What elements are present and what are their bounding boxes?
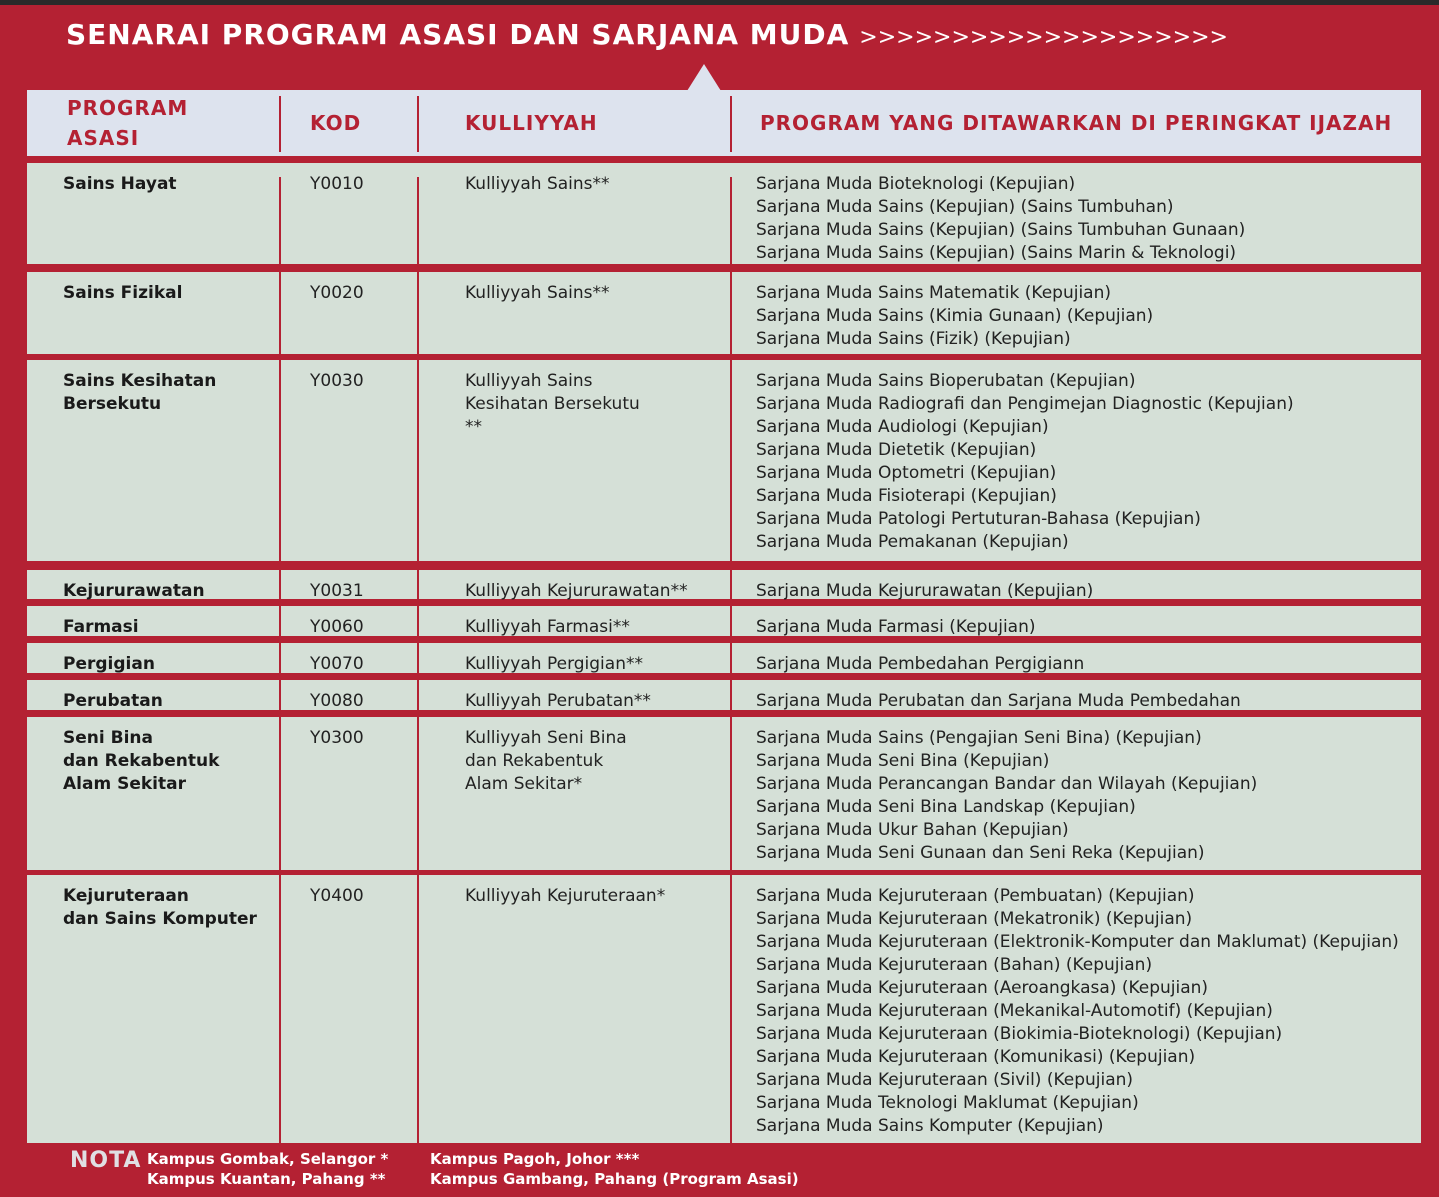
column-divider: [417, 360, 419, 561]
column-divider: [279, 875, 281, 1143]
programs-cell-line: Sarjana Muda Kejuruteraan (Aeroangkasa) (Kepujian): [756, 978, 1209, 998]
header-divider: [279, 96, 281, 152]
programs-cell-line: Sarjana Muda Radiografi dan Pengimejan Diagnostic (Kepujian): [756, 394, 1294, 414]
programs-cell-line: Sarjana Muda Teknologi Maklumat (Kepujian): [756, 1093, 1139, 1113]
programs-cell: [756, 690, 1241, 713]
column-divider: [730, 360, 732, 561]
kulliyyah-cell-line: Kulliyyah Perubatan**: [465, 691, 651, 711]
programs-cell: [756, 616, 1036, 639]
kulliyyah-cell-line: Kesihatan Bersekutu: [465, 394, 640, 414]
kulliyyah-cell: [465, 370, 640, 439]
programs-cell-line: Sarjana Muda Kejuruteraan (Mekanikal-Automotif) (Kepujian): [756, 1001, 1273, 1021]
kod-cell: Y0300: [310, 728, 364, 748]
kulliyyah-cell-line: dan Rekabentuk: [465, 751, 604, 771]
programs-cell: [756, 885, 1399, 1138]
column-divider: [730, 643, 732, 673]
program-asasi-cell-line: Sains Hayat: [63, 174, 177, 194]
kod-cell: Y0080: [310, 691, 364, 711]
column-divider: [730, 875, 732, 1143]
header-program-asasi: [67, 90, 188, 156]
programs-cell-line: Sarjana Muda Sains (Pengajian Seni Bina) (Kepujian): [756, 728, 1202, 748]
kulliyyah-cell-line: Kulliyyah Farmasi**: [465, 617, 630, 637]
programs-cell-line: Sarjana Muda Bioteknologi (Kepujian): [756, 174, 1076, 194]
kulliyyah-cell-line: Kulliyyah Kejuruteraan*: [465, 886, 666, 906]
column-divider: [417, 875, 419, 1143]
column-divider: [417, 606, 419, 636]
header-notch: [687, 64, 721, 91]
nota-left-line: Kampus Gombak, Selangor *: [147, 1150, 389, 1168]
kulliyyah-cell-line: Alam Sekitar*: [465, 774, 583, 794]
programs-cell-line: Sarjana Muda Seni Bina Landskap (Kepujian): [756, 797, 1136, 817]
kulliyyah-cell-line: Kulliyyah Kejururawatan**: [465, 581, 688, 601]
programs-cell: [756, 580, 1093, 603]
table-row: [27, 570, 1421, 599]
kulliyyah-cell: [465, 653, 643, 676]
program-asasi-cell-line: Bersekutu: [63, 394, 162, 414]
program-asasi-cell-line: Kejururawatan: [63, 581, 205, 601]
header-kod: KOD: [310, 111, 362, 135]
programs-cell-line: Sarjana Muda Sains (Kepujian) (Sains Marin & Teknologi): [756, 243, 1237, 263]
nota-left-line: Kampus Kuantan, Pahang **: [147, 1170, 386, 1188]
programs-cell-line: Sarjana Muda Ukur Bahan (Kepujian): [756, 820, 1069, 840]
table-row: [27, 163, 1421, 264]
program-asasi-cell: [63, 370, 216, 416]
programs-cell-line: Sarjana Muda Seni Bina (Kepujian): [756, 751, 1050, 771]
column-divider: [279, 643, 281, 673]
kulliyyah-cell: [465, 727, 627, 796]
programs-cell-line: Sarjana Muda Kejuruteraan (Pembuatan) (Kepujian): [756, 886, 1195, 906]
kulliyyah-cell: [465, 580, 688, 603]
kod-cell: Y0400: [310, 886, 364, 906]
column-divider: [417, 680, 419, 710]
column-divider: [730, 272, 732, 354]
column-divider: [730, 606, 732, 636]
program-asasi-cell-line: Sains Fizikal: [63, 283, 183, 303]
kod-cell: Y0031: [310, 581, 364, 601]
program-asasi-cell-line: Kejuruteraan: [63, 886, 189, 906]
programs-cell: [756, 173, 1245, 265]
kulliyyah-cell: [465, 690, 651, 713]
kulliyyah-cell: [465, 885, 665, 908]
column-divider: [417, 570, 419, 599]
column-divider: [279, 272, 281, 354]
page-title: [66, 18, 1228, 51]
programs-cell-line: Sarjana Muda Kejuruteraan (Sivil) (Kepujian): [756, 1070, 1134, 1090]
program-asasi-cell: [63, 580, 205, 603]
kulliyyah-cell-line: Kulliyyah Seni Bina: [465, 728, 627, 748]
programs-cell-line: Sarjana Muda Kejuruteraan (Komunikasi) (Kepujian): [756, 1047, 1196, 1067]
column-divider: [279, 360, 281, 561]
programs-cell-line: Sarjana Muda Sains (Kepujian) (Sains Tumbuhan): [756, 197, 1174, 217]
kulliyyah-cell: [465, 616, 630, 639]
column-divider: [279, 717, 281, 870]
programs-cell-line: Sarjana Muda Sains Bioperubatan (Kepujian): [756, 371, 1136, 391]
top-bar: [0, 0, 1439, 5]
programs-cell-line: Sarjana Muda Kejuruteraan (Mekatronik) (Kepujian): [756, 909, 1193, 929]
programs-cell-line: Sarjana Muda Kejururawatan (Kepujian): [756, 581, 1094, 601]
column-divider: [279, 606, 281, 636]
programs-cell-line: Sarjana Muda Optometri (Kepujian): [756, 463, 1057, 483]
column-divider: [730, 680, 732, 710]
header-divider: [730, 96, 732, 152]
programs-cell: [756, 727, 1257, 865]
table-header: [27, 90, 1421, 156]
table-row: [27, 643, 1421, 673]
column-divider: [417, 272, 419, 354]
kulliyyah-cell-line: Kulliyyah Sains: [465, 371, 593, 391]
header-program-line: PROGRAM: [67, 96, 189, 120]
program-asasi-cell-line: Alam Sekitar: [63, 774, 186, 794]
programs-cell-line: Sarjana Muda Kejuruteraan (Biokimia-Bioteknologi) (Kepujian): [756, 1024, 1283, 1044]
programs-cell-line: Sarjana Muda Sains Matematik (Kepujian): [756, 283, 1112, 303]
kod-cell: Y0070: [310, 654, 364, 674]
title-text: SENARAI PROGRAM ASASI DAN SARJANA MUDA: [66, 18, 850, 51]
kulliyyah-cell: [465, 173, 610, 196]
programs-cell-line: Sarjana Muda Perancangan Bandar dan Wilayah (Kepujian): [756, 774, 1258, 794]
nota-right: [430, 1149, 799, 1189]
programs-cell-line: Sarjana Muda Fisioterapi (Kepujian): [756, 486, 1057, 506]
kod-cell: Y0010: [310, 174, 364, 194]
kod-cell: Y0060: [310, 617, 364, 637]
kod-cell: Y0030: [310, 371, 364, 391]
kulliyyah-cell: [465, 282, 610, 305]
kulliyyah-cell-line: **: [465, 417, 482, 437]
table-row: [27, 360, 1421, 561]
column-divider: [730, 177, 732, 264]
table-row: [27, 875, 1421, 1143]
column-divider: [417, 177, 419, 264]
column-divider: [417, 643, 419, 673]
programs-cell-line: Sarjana Muda Audiologi (Kepujian): [756, 417, 1049, 437]
programs-cell-line: Sarjana Muda Sains Komputer (Kepujian): [756, 1116, 1104, 1136]
kod-cell: Y0020: [310, 283, 364, 303]
column-divider: [279, 680, 281, 710]
programs-cell-line: Sarjana Muda Farmasi (Kepujian): [756, 617, 1036, 637]
column-divider: [279, 177, 281, 264]
kulliyyah-cell-line: Kulliyyah Sains**: [465, 283, 610, 303]
programs-cell-line: Sarjana Muda Seni Gunaan dan Seni Reka (Kepujian): [756, 843, 1205, 863]
header-divider: [417, 96, 419, 152]
program-asasi-cell-line: Perubatan: [63, 691, 163, 711]
nota-right-line: Kampus Pagoh, Johor ***: [430, 1150, 640, 1168]
nota-label: NOTA: [70, 1148, 142, 1173]
programs-cell: [756, 370, 1294, 554]
programs-cell: [756, 282, 1153, 351]
program-asasi-cell: [63, 885, 257, 931]
table-row: [27, 680, 1421, 710]
programs-cell-line: Sarjana Muda Patologi Pertuturan-Bahasa (Kepujian): [756, 509, 1201, 529]
column-divider: [279, 570, 281, 599]
table-row: [27, 606, 1421, 636]
column-divider: [730, 717, 732, 870]
programs-cell-line: Sarjana Muda Pembedahan Pergigiann: [756, 654, 1085, 674]
program-asasi-cell: [63, 690, 163, 713]
program-asasi-cell: [63, 173, 177, 196]
nota-left: [147, 1149, 388, 1189]
program-asasi-cell-line: dan Rekabentuk: [63, 751, 220, 771]
column-divider: [417, 717, 419, 870]
programs-cell-line: Sarjana Muda Kejuruteraan (Bahan) (Kepujian): [756, 955, 1153, 975]
program-asasi-cell-line: Sains Kesihatan: [63, 371, 217, 391]
program-asasi-cell-line: Pergigian: [63, 654, 155, 674]
table-row: [27, 272, 1421, 354]
nota-right-line: Kampus Gambang, Pahang (Program Asasi): [430, 1170, 799, 1188]
program-asasi-cell-line: Farmasi: [63, 617, 139, 637]
programs-cell-line: Sarjana Muda Pemakanan (Kepujian): [756, 532, 1069, 552]
programs-cell-line: Sarjana Muda Kejuruteraan (Elektronik-Komputer dan Maklumat) (Kepujian): [756, 932, 1399, 952]
program-asasi-cell: [63, 653, 155, 676]
table-row: [27, 717, 1421, 870]
header-asasi-line: ASASI: [67, 126, 140, 150]
title-arrows: >>>>>>>>>>>>>>>>>>>>: [859, 25, 1228, 50]
header-program-ditawarkan: PROGRAM YANG DITAWARKAN DI PERINGKAT IJAZAH: [760, 111, 1393, 135]
header-kulliyyah: KULLIYYAH: [465, 111, 598, 135]
programs-cell-line: Sarjana Muda Perubatan dan Sarjana Muda Pembedahan: [756, 691, 1241, 711]
program-asasi-cell: [63, 616, 139, 639]
program-asasi-cell: [63, 282, 182, 305]
programs-cell: [756, 653, 1084, 676]
kulliyyah-cell-line: Kulliyyah Pergigian**: [465, 654, 643, 674]
programs-cell-line: Sarjana Muda Sains (Fizik) (Kepujian): [756, 329, 1071, 349]
programs-cell-line: Sarjana Muda Dietetik (Kepujian): [756, 440, 1037, 460]
programs-cell-line: Sarjana Muda Sains (Kimia Gunaan) (Kepujian): [756, 306, 1154, 326]
program-asasi-cell-line: Seni Bina: [63, 728, 153, 748]
column-divider: [730, 570, 732, 599]
program-asasi-cell: [63, 727, 219, 796]
kulliyyah-cell-line: Kulliyyah Sains**: [465, 174, 610, 194]
programs-cell-line: Sarjana Muda Sains (Kepujian) (Sains Tumbuhan Gunaan): [756, 220, 1246, 240]
program-asasi-cell-line: dan Sains Komputer: [63, 909, 257, 929]
